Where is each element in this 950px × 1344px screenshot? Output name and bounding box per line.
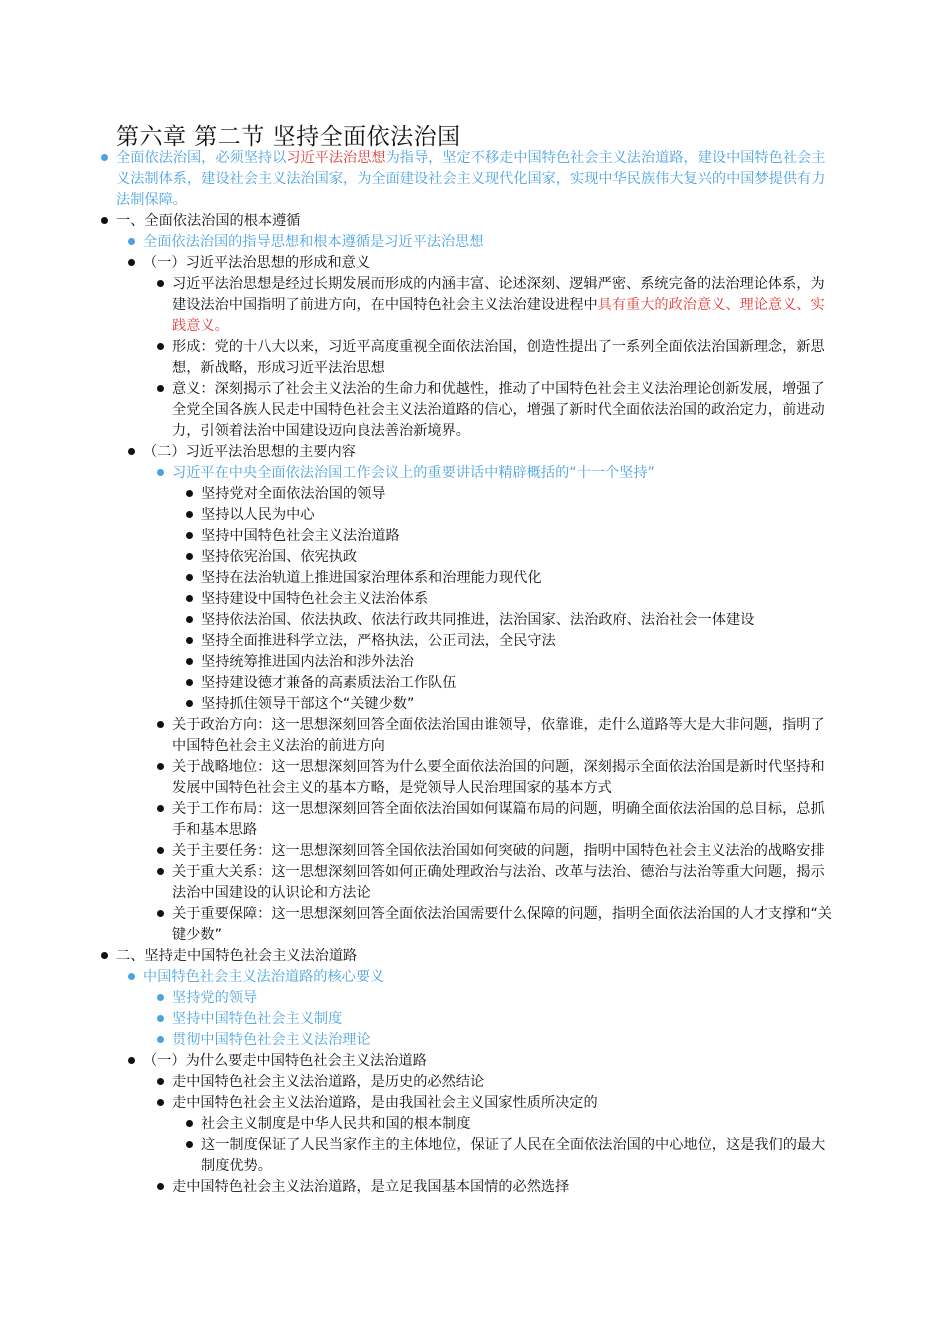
outline-item-level-3 xyxy=(0,673,950,694)
outline-item-level-3 xyxy=(0,589,950,610)
bullet-icon xyxy=(157,994,164,1001)
page-title: 第六章 第二节 坚持全面依法治国 xyxy=(116,124,461,150)
bullet-icon xyxy=(128,448,135,455)
outline-item-level-3 xyxy=(0,505,950,526)
outline-item-level-2 xyxy=(0,715,950,757)
bullet-icon xyxy=(128,973,135,980)
outline-item-text xyxy=(172,757,832,799)
outline-item-level-0 xyxy=(0,946,950,967)
bullet-icon xyxy=(186,1141,193,1148)
outline-item-level-2 xyxy=(0,1030,950,1051)
bullet-icon xyxy=(186,658,193,665)
bullet-icon xyxy=(157,868,164,875)
outline-item-text xyxy=(201,505,832,526)
outline-item-level-2 xyxy=(0,799,950,841)
outline-item-level-3 xyxy=(0,1135,950,1177)
outline-item-text xyxy=(116,211,838,232)
outline-item-level-2 xyxy=(0,337,950,379)
text-run: 社会主义制度是中华人民共和国的根本制度 xyxy=(201,1116,471,1132)
text-run: 坚持依宪治国、依宪执政 xyxy=(201,549,358,565)
outline-item-level-3 xyxy=(0,568,950,589)
bullet-icon xyxy=(157,721,164,728)
outline-item-text xyxy=(143,1051,838,1072)
text-run: 坚持在法治轨道上推进国家治理体系和治理能力现代化 xyxy=(201,570,542,586)
bullet-icon xyxy=(186,1120,193,1127)
outline-item-text xyxy=(201,652,832,673)
outline-item-text xyxy=(172,904,832,946)
bullet-icon xyxy=(186,700,193,707)
outline-item-text xyxy=(172,1009,832,1030)
outline-item-level-3 xyxy=(0,547,950,568)
outline-item-text xyxy=(201,526,832,547)
bullet-icon xyxy=(157,1015,164,1022)
text-run: 坚持统筹推进国内法治和涉外法治 xyxy=(201,654,414,670)
text-run: 走中国特色社会主义法治道路，是历史的必然结论 xyxy=(172,1074,485,1090)
bullet-icon xyxy=(128,1057,135,1064)
outline-item-text xyxy=(143,967,838,988)
outline-item-level-1 xyxy=(0,442,950,463)
outline-item-level-3 xyxy=(0,610,950,631)
highlight-text: 具有重大的政治意义、理论意义、实践意义。 xyxy=(172,297,825,334)
outline-list xyxy=(0,148,950,1198)
outline-item-level-3 xyxy=(0,694,950,715)
outline-item-text xyxy=(172,841,832,862)
text-run: 中国特色社会主义法治道路的核心要义 xyxy=(143,969,385,985)
text-run: 关于重大关系：这一思想深刻回答如何正确处理政治与法治、改革与法治、德治与法治等重大问题，揭示法治中国建设的认识论和方法论 xyxy=(172,864,825,901)
outline-item-level-1 xyxy=(0,1051,950,1072)
outline-item-level-1 xyxy=(0,232,950,253)
outline-item-level-2 xyxy=(0,1009,950,1030)
outline-item-level-3 xyxy=(0,1114,950,1135)
text-run: 全面依法治国的指导思想和根本遵循是习近平法治思想 xyxy=(143,234,484,250)
bullet-icon xyxy=(157,847,164,854)
outline-item-text xyxy=(201,589,832,610)
bullet-icon xyxy=(101,154,108,161)
text-run: 习近平法治思想是经过长期发展而形成的内涵丰富、论述深刻、逻辑严密、系统完备的法治理论体系，为建设法治中国指明了前进方向，在中国特色社会主义法治建设进程中 xyxy=(172,276,825,313)
bullet-icon xyxy=(101,217,108,224)
bullet-icon xyxy=(157,343,164,350)
outline-item-text xyxy=(201,694,832,715)
bullet-icon xyxy=(157,910,164,917)
outline-item-text xyxy=(143,253,838,274)
bullet-icon xyxy=(186,511,193,518)
text-run: 坚持以人民为中心 xyxy=(201,507,315,523)
outline-item-text xyxy=(172,1093,832,1114)
outline-item-text xyxy=(172,862,832,904)
outline-item-text xyxy=(116,148,838,211)
outline-item-level-3 xyxy=(0,484,950,505)
outline-item-text xyxy=(201,568,832,589)
outline-item-level-0 xyxy=(0,211,950,232)
outline-item-level-3 xyxy=(0,526,950,547)
text-run: 意义：深刻揭示了社会主义法治的生命力和优越性，推动了中国特色社会主义法治理论创新发展，增强了全党全国各族人民走中国特色社会主义法治道路的信心，增强了新时代全面依法治国的政治定力，前进动力，引领着法治中国建设迈向良法善治新境界。 xyxy=(172,381,825,439)
text-run: （一）习近平法治思想的形成和意义 xyxy=(143,255,371,271)
text-run: 形成：党的十八大以来，习近平高度重视全面依法治国，创造性提出了一系列全面依法治国新理念，新思想，新战略，形成习近平法治思想 xyxy=(172,339,825,376)
bullet-icon xyxy=(186,595,193,602)
bullet-icon xyxy=(157,385,164,392)
outline-item-text xyxy=(172,1030,832,1051)
outline-item-level-2 xyxy=(0,757,950,799)
bullet-icon xyxy=(101,952,108,959)
outline-item-text xyxy=(172,988,832,1009)
outline-item-text xyxy=(201,1135,832,1177)
bullet-icon xyxy=(186,532,193,539)
text-run: 坚持中国特色社会主义制度 xyxy=(172,1011,343,1027)
outline-item-level-1 xyxy=(0,967,950,988)
text-run: 二、坚持走中国特色社会主义法治道路 xyxy=(116,948,358,964)
outline-item-level-2 xyxy=(0,1093,950,1114)
outline-item-text xyxy=(143,442,838,463)
outline-item-text xyxy=(201,484,832,505)
text-run: 坚持全面推进科学立法，严格执法，公正司法，全民守法 xyxy=(201,633,556,649)
bullet-icon xyxy=(186,616,193,623)
outline-item-level-2 xyxy=(0,379,950,442)
outline-item-level-2 xyxy=(0,274,950,337)
outline-item-text xyxy=(201,631,832,652)
text-run: 坚持中国特色社会主义法治道路 xyxy=(201,528,400,544)
outline-item-text xyxy=(201,547,832,568)
text-run: 关于战略地位：这一思想深刻回答为什么要全面依法治国的问题，深刻揭示全面依法治国是新时代坚持和发展中国特色社会主义的基本方略，是党领导人民治理国家的基本方式 xyxy=(172,759,825,796)
bullet-icon xyxy=(186,490,193,497)
outline-item-level-1 xyxy=(0,253,950,274)
bullet-icon xyxy=(157,1183,164,1190)
outline-item-text xyxy=(143,232,838,253)
text-run: 坚持党对全面依法治国的领导 xyxy=(201,486,386,502)
text-run: 关于工作布局：这一思想深刻回答全面依法治国如何谋篇布局的问题，明确全面依法治国的总目标，总抓手和基本思路 xyxy=(172,801,825,838)
outline-item-text xyxy=(201,610,832,631)
outline-item-level-2 xyxy=(0,463,950,484)
outline-item-level-2 xyxy=(0,904,950,946)
text-run: 关于政治方向：这一思想深刻回答全面依法治国由谁领导，依靠谁，走什么道路等大是大非问题，指明了中国特色社会主义法治的前进方向 xyxy=(172,717,825,754)
text-run: 习近平在中央全面依法治国工作会议上的重要讲话中精辟概括的“十一个坚持” xyxy=(172,465,655,481)
bullet-icon xyxy=(157,1099,164,1106)
text-run: 走中国特色社会主义法治道路，是由我国社会主义国家性质所决定的 xyxy=(172,1095,598,1111)
bullet-icon xyxy=(128,259,135,266)
text-run: 坚持党的领导 xyxy=(172,990,258,1006)
text-run: 为指导，坚定不移走中国特色社会主义法治道路，建设中国特色社会主义法制体系，建设社会主义法治国家，为全面建设社会主义现代化国家，实现中华民族伟大复兴的中国梦提供有力法制保障。 xyxy=(116,150,826,208)
bullet-icon xyxy=(186,553,193,560)
outline-item-level-3 xyxy=(0,631,950,652)
outline-item-text xyxy=(172,1072,832,1093)
bullet-icon xyxy=(157,280,164,287)
text-run: 关于主要任务：这一思想深刻回答全国依法治国如何突破的问题，指明中国特色社会主义法治的战略安排 xyxy=(172,843,825,859)
text-run: （一）为什么要走中国特色社会主义法治道路 xyxy=(143,1053,427,1069)
text-run: 关于重要保障：这一思想深刻回答全面依法治国需要什么保障的问题，指明全面依法治国的人才支撑和“关键少数” xyxy=(172,906,832,943)
outline-item-text xyxy=(172,274,832,337)
text-run: 这一制度保证了人民当家作主的主体地位，保证了人民在全面依法治国的中心地位，这是我们的最大制度优势。 xyxy=(201,1137,826,1174)
outline-item-text xyxy=(172,1177,832,1198)
text-run: 贯彻中国特色社会主义法治理论 xyxy=(172,1032,371,1048)
bullet-icon xyxy=(186,637,193,644)
bullet-icon xyxy=(157,469,164,476)
outline-item-text xyxy=(172,379,832,442)
bullet-icon xyxy=(157,1078,164,1085)
text-run: （二）习近平法治思想的主要内容 xyxy=(143,444,356,460)
bullet-icon xyxy=(157,1036,164,1043)
text-run: 坚持建设中国特色社会主义法治体系 xyxy=(201,591,429,607)
text-run: 走中国特色社会主义法治道路，是立足我国基本国情的必然选择 xyxy=(172,1179,570,1195)
outline-item-level-2 xyxy=(0,841,950,862)
outline-item-text xyxy=(201,673,832,694)
bullet-icon xyxy=(186,679,193,686)
bullet-icon xyxy=(157,763,164,770)
outline-item-level-2 xyxy=(0,862,950,904)
outline-item-text xyxy=(172,799,832,841)
outline-item-level-0 xyxy=(0,148,950,211)
outline-item-text xyxy=(116,946,838,967)
text-run: 坚持建设德才兼备的高素质法治工作队伍 xyxy=(201,675,457,691)
outline-item-level-3 xyxy=(0,652,950,673)
bullet-icon xyxy=(186,574,193,581)
outline-item-text xyxy=(172,337,832,379)
outline-item-text xyxy=(172,715,832,757)
text-run: 坚持依法治国、依法执政、依法行政共同推进，法治国家、法治政府、法治社会一体建设 xyxy=(201,612,755,628)
text-run: 全面依法治国，必须坚持以 xyxy=(116,150,287,166)
highlight-text: 习近平法治思想 xyxy=(286,150,386,166)
outline-item-text xyxy=(172,463,832,484)
outline-item-level-2 xyxy=(0,1177,950,1198)
bullet-icon xyxy=(128,238,135,245)
bullet-icon xyxy=(157,805,164,812)
outline-item-level-2 xyxy=(0,1072,950,1093)
text-run: 坚持抓住领导干部这个“关键少数” xyxy=(201,696,415,712)
outline-item-text xyxy=(201,1114,832,1135)
outline-item-level-2 xyxy=(0,988,950,1009)
text-run: 一、全面依法治国的根本遵循 xyxy=(116,213,301,229)
